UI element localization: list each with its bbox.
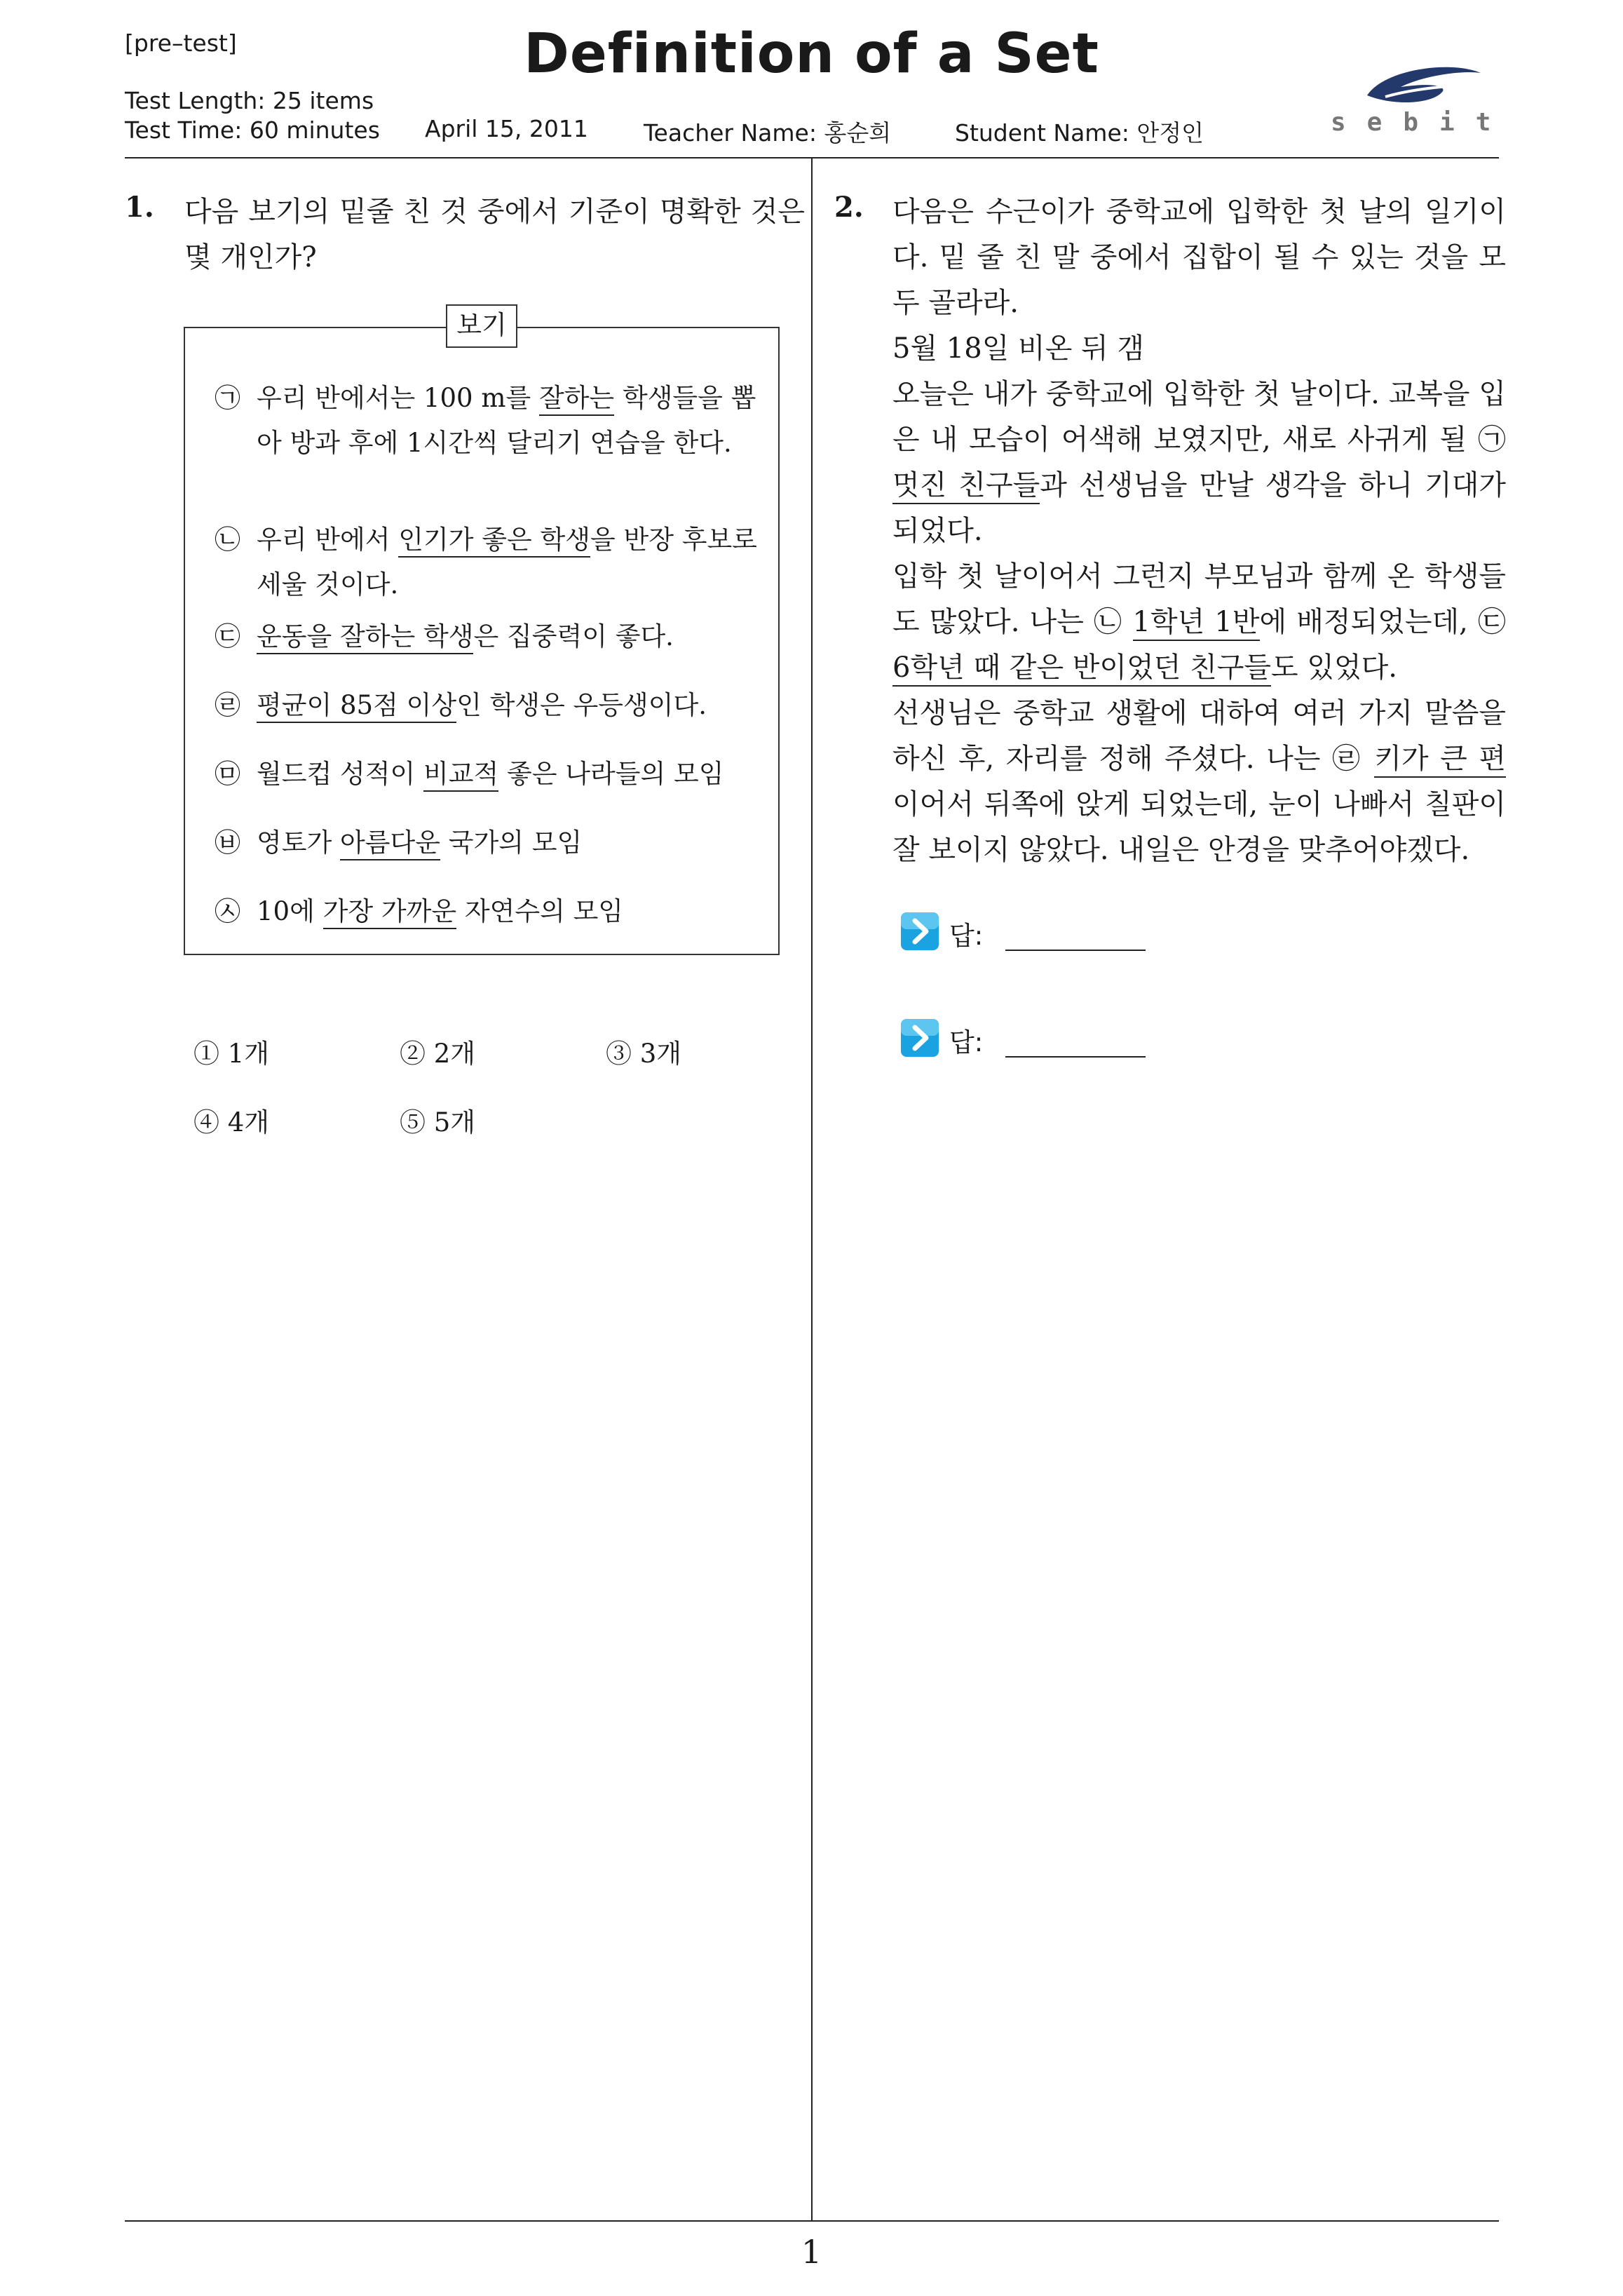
item-segment: 학생들을 뽑아 방과 후에 1시간씩 달리기 연습을 한다. <box>257 383 756 458</box>
item-marker: ㉠ <box>215 383 240 413</box>
item-segment: 자연수의 모임 <box>456 896 624 926</box>
item-text <box>215 518 761 607</box>
choice-2[interactable]: ② 2개 <box>400 1039 476 1069</box>
underlined-segment: 평균이 85점 이상 <box>257 690 456 723</box>
item-segment: 영토가 <box>257 828 340 858</box>
diary-segment: 입학 첫 날이어서 그런지 부모님과 함께 온 학생들도 많았다. 나는 ㉡ <box>892 560 1506 638</box>
test-date: April 15, 2011 <box>425 115 588 142</box>
question-2-text: 다음은 수근이가 중학교에 입학한 첫 날의 일기이다. 밑 줄 친 말 중에서 집합이 될 수 있는 것을 모두 골라라. <box>892 196 1506 319</box>
item-segment: 좋은 나라들의 모임 <box>498 759 724 789</box>
item-segment: 10에 <box>257 896 323 926</box>
chevron-right-icon <box>900 912 939 951</box>
test-time: Test Time: 60 minutes <box>125 116 380 144</box>
bogi-item <box>215 683 761 728</box>
bogi-title: 보기 <box>446 304 517 348</box>
underlined-segment: 아름다운 <box>340 828 440 860</box>
test-length: Test Length: 25 items <box>125 87 374 114</box>
diary-segment: 도 있었다. <box>1271 651 1397 684</box>
diary-segment: 과 선생님을 만날 생각을 하니 기대가 되었다. <box>892 469 1506 547</box>
item-segment: 국가의 모임 <box>440 828 583 858</box>
bogi-item <box>215 889 761 934</box>
item-segment: 을 반장 후보로 세울 것이다. <box>257 525 757 600</box>
underlined-segment: 멋진 친구들 <box>892 469 1040 504</box>
page-number: 1 <box>801 2233 822 2271</box>
item-segment: 은 집중력이 좋다. <box>473 621 674 651</box>
item-marker: ㉤ <box>215 759 240 789</box>
underlined-segment: 운동을 잘하는 학생 <box>257 621 473 654</box>
item-marker: ㉥ <box>215 828 240 858</box>
underlined-segment: 1학년 1반 <box>1133 606 1260 641</box>
diary-paragraph <box>892 554 1506 691</box>
question-1-number: 1. <box>125 191 154 224</box>
underlined-segment: 인기가 좋은 학생 <box>398 525 590 558</box>
bogi-item <box>215 376 761 466</box>
item-text <box>215 821 761 865</box>
item-marker: ㉡ <box>215 525 240 555</box>
diary-paragraph <box>892 372 1506 554</box>
pretest-label: [pre–test] <box>125 29 237 57</box>
item-marker: ㉢ <box>215 621 240 651</box>
choice-3[interactable]: ③ 3개 <box>606 1039 682 1069</box>
bogi-item <box>215 821 761 865</box>
question-1-text: 다음 보기의 밑줄 친 것 중에서 기준이 명확한 것은 몇 개인가? <box>184 196 805 274</box>
underlined-segment: 6학년 때 같은 반이었던 친구들 <box>892 651 1271 687</box>
bogi-item <box>215 518 761 607</box>
underlined-segment: 비교적 <box>423 759 498 792</box>
bogi-item <box>215 614 761 659</box>
choice-1[interactable]: ① 1개 <box>193 1039 270 1069</box>
item-segment: 인 학생은 우등생이다. <box>456 690 707 720</box>
item-segment: 우리 반에서 <box>257 525 399 555</box>
item-text <box>215 376 761 466</box>
item-text <box>215 683 761 728</box>
choice-4[interactable]: ④ 4개 <box>193 1107 270 1137</box>
answer-label: 답: <box>949 921 984 951</box>
item-marker: ㉣ <box>215 690 240 720</box>
diary-segment: 오늘은 내가 중학교에 입학한 첫 날이다. 교복을 입은 내 모습이 어색해 보였지만, 새로 사귀게 될 ㉠ <box>892 378 1506 456</box>
page-title: Definition of a Set <box>524 22 1099 86</box>
item-text <box>215 752 761 797</box>
item-text <box>215 889 761 934</box>
diary-paragraph <box>892 691 1506 873</box>
diary-segment: 선생님은 중학교 생활에 대하여 여러 가지 말씀을 하신 후, 자리를 정해 주셨다. 나는 ㉣ <box>892 697 1506 775</box>
answer-blank[interactable] <box>1005 950 1146 951</box>
question-2-number: 2. <box>834 191 864 224</box>
bogi-item <box>215 752 761 797</box>
column-divider <box>811 158 813 2222</box>
item-segment: 월드컵 성적이 <box>257 759 423 789</box>
choice-5[interactable]: ⑤ 5개 <box>400 1107 476 1137</box>
item-segment: 우리 반에서는 100 m를 <box>257 383 539 413</box>
sebit-logo-text: sebit <box>1331 108 1512 137</box>
diary-segment: 이어서 뒤쪽에 앉게 되었는데, 눈이 나빠서 칠판이 잘 보이지 않았다. 내일은 안경을 맞추어야겠다. <box>892 788 1506 866</box>
diary-date: 5월 18일 비온 뒤 갬 <box>892 332 1145 365</box>
underlined-segment: 잘하는 <box>539 383 614 416</box>
footer-rule <box>125 2220 1499 2222</box>
sebit-logo <box>1318 55 1512 146</box>
chevron-right-icon <box>900 1018 939 1058</box>
underlined-segment: 키가 큰 편 <box>1374 743 1506 778</box>
underlined-segment: 가장 가까운 <box>323 896 456 929</box>
answer-label: 답: <box>949 1027 984 1058</box>
student-name: Student Name: 안정인 <box>955 119 1204 147</box>
item-marker: ㉦ <box>215 896 240 926</box>
diary-segment: 에 배정되었는데, ㉢ <box>1259 606 1506 638</box>
answer-blank[interactable] <box>1005 1056 1146 1058</box>
item-text <box>215 614 761 659</box>
teacher-name: Teacher Name: 홍순희 <box>644 119 892 147</box>
